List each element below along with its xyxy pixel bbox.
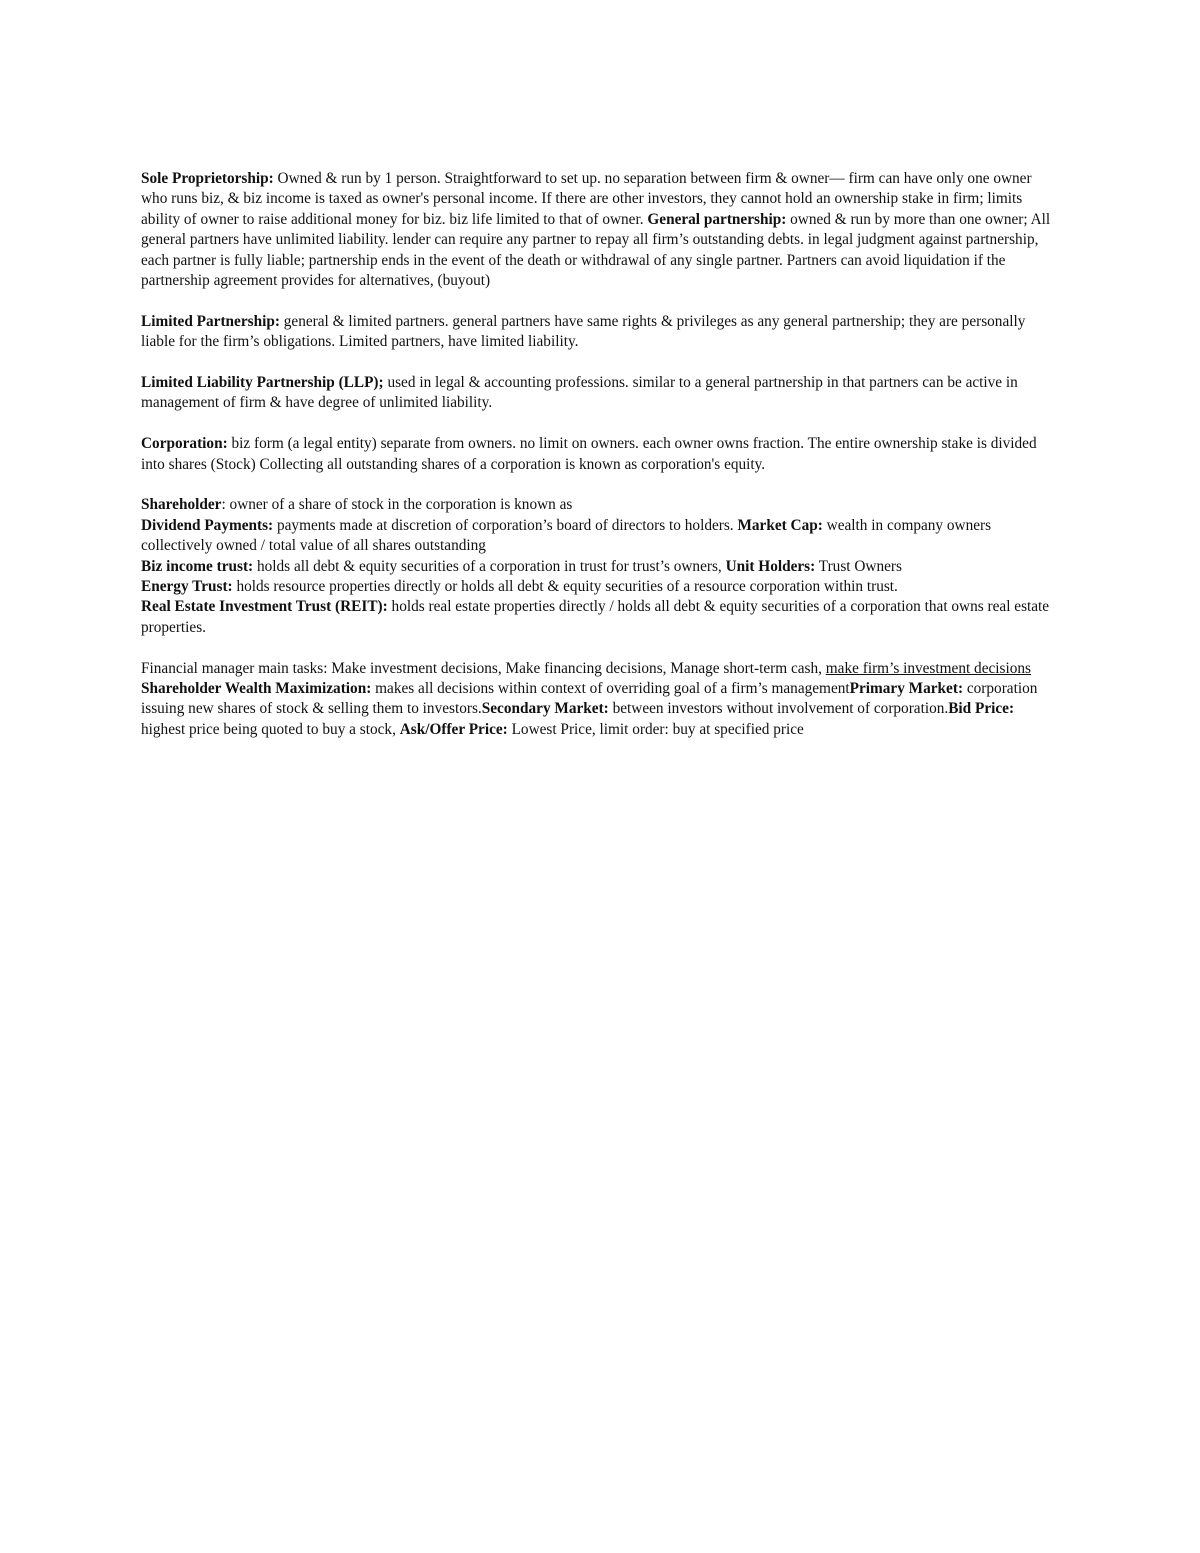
term-energy-trust: Energy Trust:	[141, 578, 233, 596]
def-dividend-payments: payments made at discretion of corporation’s board of directors to holders.	[273, 516, 738, 534]
def-llp: used in legal & accounting professions. similar to a general partnership in that partners can be active in management of firm & have degree of unlimited liability.	[141, 374, 1018, 412]
def-general-partnership: owned & run by more than one owner; All general partners have unlimited liability. lender can require any partner to repay all firm’s outstanding debts. in legal judgment against partnership, each partner is fully liable; partnership ends in the event of the death or withdrawal of any single partner. Partners can avoid liquidation if the partnership agreement provides for alternatives, (buyout)	[141, 210, 1051, 290]
term-shareholder-wealth-maximization: Shareholder Wealth Maximization:	[141, 680, 372, 698]
term-dividend-payments: Dividend Payments:	[141, 516, 274, 534]
paragraph-sole-proprietorship	[141, 169, 1061, 291]
line-reit	[141, 597, 1061, 638]
def-secondary-market: between investors without involvement of corporation.	[608, 700, 949, 718]
line-energy-trust	[141, 577, 1061, 597]
text-investment-decisions-underlined: make firm’s investment decisions	[825, 659, 1031, 677]
def-bid-price: highest price being quoted to buy a stock,	[141, 720, 400, 738]
term-corporation: Corporation:	[141, 435, 228, 453]
def-energy-trust: holds resource properties directly or holds all debt & equity securities of a resource corporation within trust.	[232, 578, 898, 596]
def-reit: holds real estate properties directly / holds all debt & equity securities of a corporation that owns real estate properties.	[141, 598, 1050, 636]
term-bid-price: Bid Price:	[948, 700, 1015, 718]
paragraph-corporation	[141, 434, 1061, 475]
def-shareholder-wealth-maximization: makes all decisions within context of overriding goal of a firm’s management	[371, 680, 850, 698]
line-dividend	[141, 516, 1061, 557]
def-primary-market: corporation issuing new shares of stock & selling them to investors.	[141, 680, 1038, 718]
def-shareholder: : owner of a share of stock in the corporation is known as	[221, 496, 573, 514]
paragraph-llp	[141, 373, 1061, 414]
def-unit-holders: Trust Owners	[815, 557, 902, 575]
document-page	[141, 169, 1061, 761]
term-sole-proprietorship: Sole Proprietorship:	[141, 170, 274, 187]
def-sole-proprietorship: Owned & run by 1 person. Straightforward to set up. no separation between firm & owner— firm can have only one owner who runs biz, & biz income is taxed as owner's personal income. If there are other investors, they cannot hold an ownership stake in firm; limits ability of owner to raise additional money for biz. biz life limited to that of owner.	[141, 170, 1032, 228]
term-llp: Limited Liability Partnership (LLP);	[141, 374, 384, 392]
text-financial-manager-tasks: Financial manager main tasks: Make investment decisions, Make financing decisions, Manage short-term cash,	[141, 659, 826, 677]
def-corporation: biz form (a legal entity) separate from owners. no limit on owners. each owner owns fraction. The entire ownership stake is divided into shares (Stock) Collecting all outstanding shares of a corporation is known as corporation's equity.	[141, 435, 1037, 473]
term-ask-offer-price: Ask/Offer Price:	[399, 720, 508, 738]
def-market-cap: wealth in company owners collectively owned / total value of all shares outstanding	[141, 516, 992, 555]
def-limited-partnership: general & limited partners. general partners have same rights & privileges as any general partnership; they are personally liable for the firm’s obligations. Limited partners, have limited liability.	[141, 312, 1026, 351]
term-general-partnership: General partnership:	[647, 210, 787, 228]
term-market-cap: Market Cap:	[737, 516, 823, 534]
term-unit-holders: Unit Holders:	[725, 557, 816, 575]
line-biz-income-trust	[141, 557, 1061, 577]
term-limited-partnership: Limited Partnership:	[141, 312, 280, 330]
line-shareholder	[141, 495, 1061, 515]
def-biz-income-trust: holds all debt & equity securities of a corporation in trust for trust’s owners,	[253, 557, 726, 575]
term-reit: Real Estate Investment Trust (REIT):	[141, 598, 388, 616]
term-secondary-market: Secondary Market:	[481, 700, 609, 718]
paragraph-financial-manager	[141, 659, 1061, 741]
paragraph-limited-partnership	[141, 312, 1061, 353]
term-biz-income-trust: Biz income trust:	[141, 557, 254, 575]
def-ask-offer-price: Lowest Price, limit order: buy at specified price	[507, 720, 804, 738]
term-primary-market: Primary Market:	[849, 680, 964, 698]
paragraph-shareholder	[141, 495, 1061, 638]
term-shareholder: Shareholder	[141, 496, 222, 514]
